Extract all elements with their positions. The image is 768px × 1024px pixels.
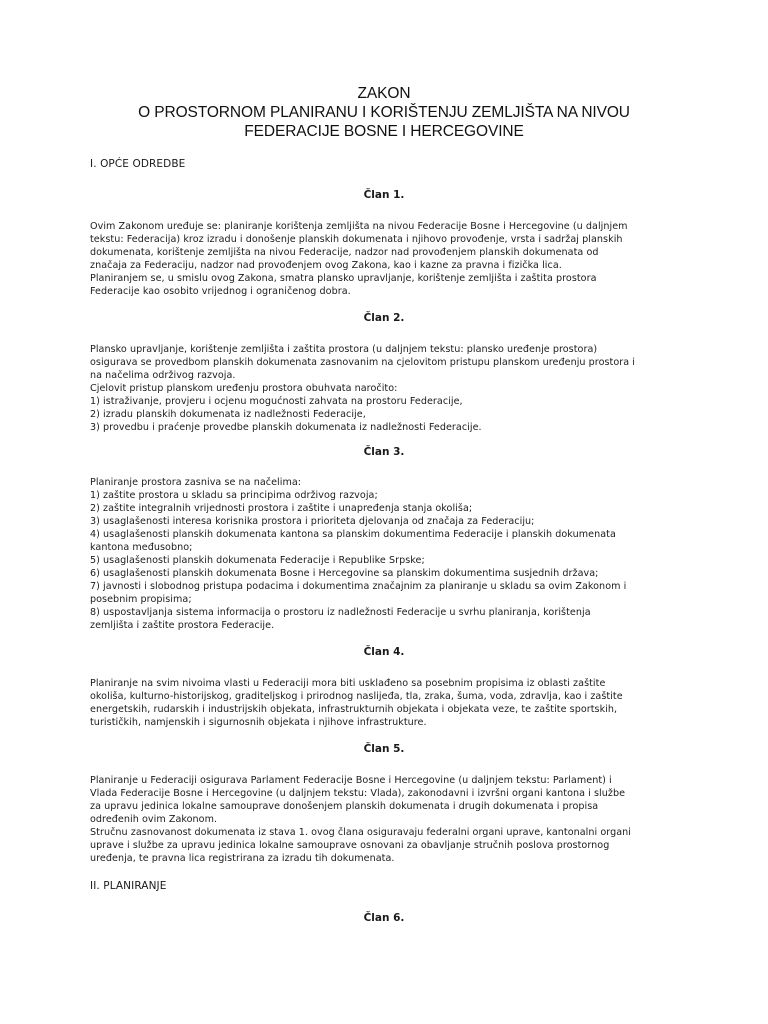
text-line: zemljišta i zaštite prostora Federacije.	[90, 620, 275, 631]
article-4-heading: Član 4.	[363, 646, 405, 658]
text-line: značaja za Federaciju, nadzor nad provođenjem ovog Zakona, kao i kazne za pravna i fizička lica.	[90, 260, 562, 271]
text-line: Plansko upravljanje, korištenje zemljišta i zaštita prostora (u daljnjem tekstu: plansko uređenje prostora)	[90, 344, 598, 355]
text-line: Cjelovit pristup planskom uređenju prostora obuhvata naročito:	[90, 383, 398, 394]
article-5-text	[90, 774, 690, 865]
document-title-line-3: FEDERACIJE BOSNE I HERCEGOVINE	[244, 123, 524, 140]
text-line: Planiranje u Federaciji osigurava Parlament Federacije Bosne i Hercegovine (u daljnjem tekstu: Parlament) i	[90, 775, 612, 786]
text-line: 3) usaglašenosti interesa korisnika prostora i prioriteta djelovanja od značaja za Federaciju;	[90, 516, 535, 527]
text-line: Ovim Zakonom uređuje se: planiranje korištenja zemljišta na nivou Federacije Bosne i Hercegovine (u daljnjem	[90, 221, 628, 232]
text-line: uprave i službe za upravu jedinica lokalne samouprave osnovani za obavljanje stručnih poslova prostornog	[90, 840, 610, 851]
article-3-heading: Član 3.	[363, 446, 405, 458]
article-2-heading: Član 2.	[363, 312, 405, 324]
text-line: turističkih, namjenskih i sigurnosnih objekata i njihove infrastrukture.	[90, 717, 427, 728]
text-line: 1) istraživanje, provjeru i ocjenu mogućnosti zahvata na prostoru Federacije,	[90, 396, 463, 407]
document-title-line-2: O PROSTORNOM PLANIRANU I KORIŠTENJU ZEMLJIŠTA NA NIVOU	[138, 104, 630, 121]
text-line: 8) uspostavljanja sistema informacija o prostoru iz nadležnosti Federacije u svrhu planiranja, korištenja	[90, 607, 591, 618]
text-line: Planiranje prostora zasniva se na načelima:	[90, 477, 302, 488]
text-line: Planiranjem se, u smislu ovog Zakona, smatra plansko upravljanje, korištenje zemljišta i zaštita prostora	[90, 273, 597, 284]
text-line: tekstu: Federacija) kroz izradu i donošenje planskih dokumenata i njihovo provođenje, vrsta i sadržaj planskih	[90, 234, 623, 245]
article-1-text	[90, 220, 690, 298]
text-line: 6) usaglašenosti planskih dokumenata Bosne i Hercegovine sa planskim dokumentima susjednih država;	[90, 568, 599, 579]
text-line: posebnim propisima;	[90, 594, 192, 605]
text-line: okoliša, kulturno-historijskog, graditeljskog i prirodnog naslijeđa, tla, zraka, šuma, voda, zdravlja, kao i zaštite	[90, 691, 623, 702]
section-heading-planning: II. PLANIRANJE	[90, 880, 167, 892]
text-line: 7) javnosti i slobodnog pristupa podacima i dokumentima značajnim za planiranje u skladu sa ovim Zakonom i	[90, 581, 627, 592]
article-5-heading: Član 5.	[363, 743, 405, 755]
text-line: 2) izradu planskih dokumenata iz nadležnosti Federacije,	[90, 409, 366, 420]
text-line: 1) zaštite prostora u skladu sa principima održivog razvoja;	[90, 490, 378, 501]
text-line: uređenja, te pravna lica registrirana za izradu tih dokumenata.	[90, 853, 395, 864]
text-line: Planiranje na svim nivoima vlasti u Federaciji mora biti usklađeno sa posebnim propisima iz oblasti zaštite	[90, 678, 606, 689]
text-line: 4) usaglašenosti planskih dokumenata kantona sa planskim dokumentima Federacije i planskih dokumenata	[90, 529, 616, 540]
article-2-text	[90, 343, 690, 434]
section-heading-general-provisions: I. OPĆE ODREDBE	[90, 158, 186, 170]
text-line: za upravu jedinica lokalne samouprave donošenjem planskih dokumenata i drugih dokumenata i propisa	[90, 801, 599, 812]
text-line: Vlada Federacije Bosne i Hercegovine (u daljnjem tekstu: Vlada), zakonodavni i izvršni organi kantona i službe	[90, 788, 626, 799]
text-line: na načelima održivog razvoja.	[90, 370, 236, 381]
text-line: Federacije kao osobito vrijednog i ograničenog dobra.	[90, 286, 351, 297]
text-line: 2) zaštite integralnih vrijednosti prostora i zaštite i unapređenja stanja okoliša;	[90, 503, 473, 514]
text-line: kantona međusobno;	[90, 542, 193, 553]
text-line: određenih ovim Zakonom.	[90, 814, 218, 825]
document-title-line-1: ZAKON	[357, 85, 411, 102]
text-line: 3) provedbu i praćenje provedbe planskih dokumenata iz nadležnosti Federacije.	[90, 422, 482, 433]
article-1-heading: Član 1.	[363, 189, 405, 201]
article-4-text	[90, 677, 690, 729]
text-line: energetskih, rudarskih i industrijskih objekata, infrastrukturnih objekata i objekata veze, te zaštite sportskih,	[90, 704, 618, 715]
text-line: 5) usaglašenosti planskih dokumenata Federacije i Republike Srpske;	[90, 555, 425, 566]
text-line: dokumenata, korištenje zemljišta na nivou Federacije, nadzor nad provođenjem planskih dokumenata od	[90, 247, 599, 258]
article-6-heading: Član 6.	[363, 912, 405, 924]
text-line: Stručnu zasnovanost dokumenata iz stava 1. ovog člana osiguravaju federalni organi uprave, kantonalni organi	[90, 827, 631, 838]
article-3-text	[90, 476, 690, 632]
text-line: osigurava se provedbom planskih dokumenata zasnovanim na cjelovitom pristupu planskom uređenju prostora i	[90, 357, 636, 368]
